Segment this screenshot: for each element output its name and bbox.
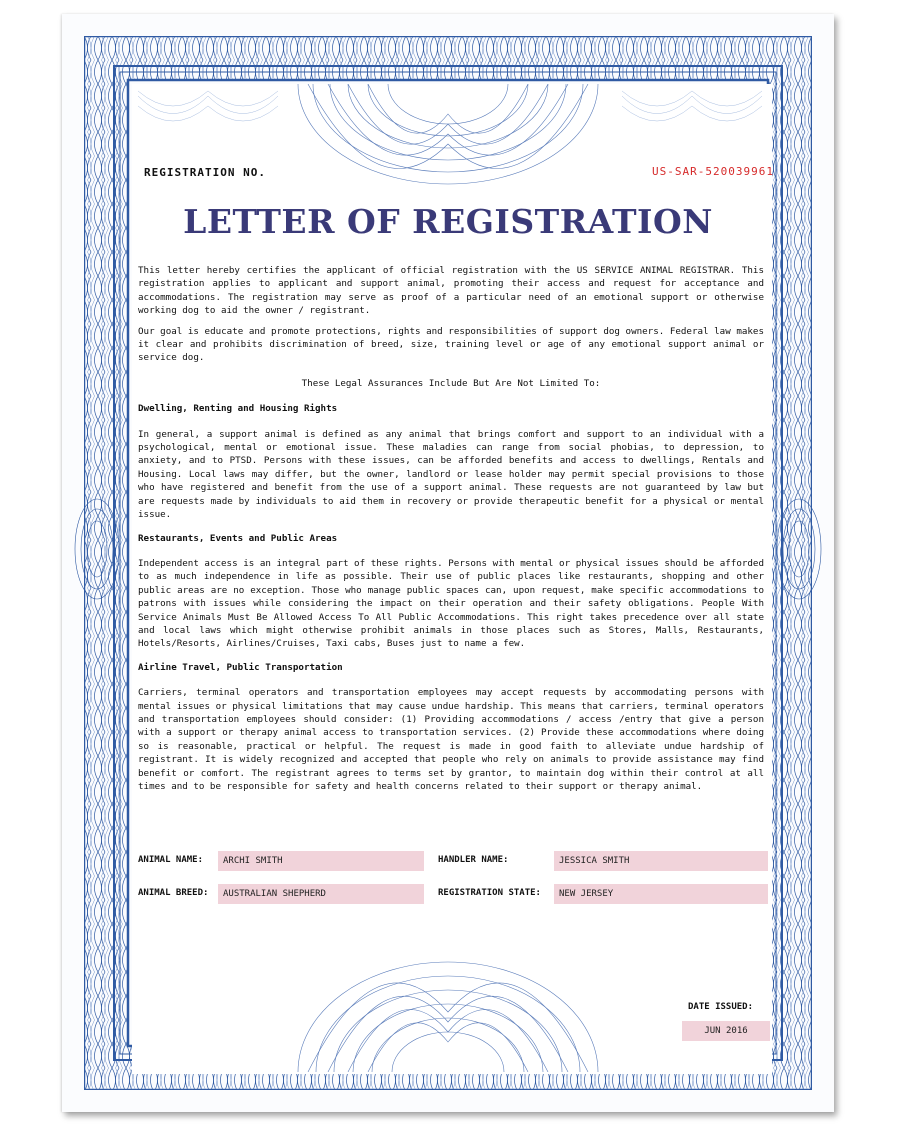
section-heading-public-areas: Restaurants, Events and Public Areas: [138, 532, 338, 544]
animal-name-field: ARCHI SMITH: [218, 851, 424, 871]
date-issued-field: JUN 2016: [682, 1021, 770, 1041]
field-row-names: [138, 851, 768, 873]
handler-name-label: HANDLER NAME:: [438, 855, 509, 865]
field-row-breed-state: [138, 884, 768, 906]
section-text-public-areas: Independent access is an integral part of these rights. Persons with mental or physical issues should be afforded to as much independence in life as possible. Their use of public places like restaurants, shopping and other public areas are no exception. Those who manage public spaces can, upon request, make specific accommodations to patrons with issues while considering the impact on their operation and their safety obligations. People With Service Animals Must Be Allowed Access To All Public Accommodations. This right takes precedence over all state and local laws which might otherwise prohibit animals in those places such as Stores, Malls, Restaurants, Hotels/Resorts, Airlines/Cruises, Taxi cabs, Buses just to name a few.: [138, 557, 764, 650]
document-title: LETTER OF REGISTRATION: [183, 202, 713, 241]
intro-paragraph-2: Our goal is educate and promote protections, rights and responsibilities of support dog owners. Federal law makes it clear and prohibits discrimination of breed, size, training level or age of any emotional support animal or service dog.: [138, 325, 764, 364]
animal-breed-label: ANIMAL BREED:: [138, 888, 209, 898]
section-heading-travel: Airline Travel, Public Transportation: [138, 661, 343, 673]
section-heading-housing: Dwelling, Renting and Housing Rights: [138, 403, 338, 415]
section-text-housing: In general, a support animal is defined as any animal that brings comfort and support to an individual with a psychological, mental or emotional issue. These maladies can range from social phobias, to depression, to anxiety, and to PTSD. Persons with these issues, can be afforded benefits and access to dwellings, Rentals and Housing. Local laws may differ, but the owner, landlord or lease holder may permit special provisions to those who have registered and benefit from the use of a support animal. These requests are not guaranteed by law but are requests made by individuals to aid them in recovery or provide therapeutic benefit for a physical or mental issue.: [138, 428, 764, 521]
registration-number: US-SAR-520039961: [652, 165, 774, 178]
registration-no-label: REGISTRATION NO.: [144, 166, 266, 179]
certificate-body: [138, 264, 764, 800]
section-text-travel: Carriers, terminal operators and transportation employees may accept requests by accommodating persons with mental issues or physical limitations that may cause undue hardship. This means that carriers, terminal operators and transportation employees should consider: (1) Providing accommodations / access /entry that give a person with a support or therapy animal access to transportation services. (2) Provide these accommodations where doing so is reasonable, practical or helpful. The request is made in good faith to alleviate undue hardship of registrant. It is widely recognized and accepted that people who rely on animals to provide assistance may find benefit or comfort. The registrant agrees to terms set by grantor, to maintain dog within their control at all times and to be responsible for safety and health concerns related to their support or therapy animal.: [138, 687, 764, 792]
certificate-paper: [62, 14, 834, 1112]
handler-name-field: JESSICA SMITH: [554, 851, 768, 871]
animal-name-label: ANIMAL NAME:: [138, 855, 204, 865]
animal-breed-field: AUSTRALIAN SHEPHERD: [218, 884, 424, 904]
registration-state-field: NEW JERSEY: [554, 884, 768, 904]
date-issued-label: DATE ISSUED:: [688, 1002, 754, 1012]
intro-paragraph-1: This letter hereby certifies the applicant of official registration with the US SERVICE ANIMAL REGISTRAR. This registration applies to applicant and support animal, promoting their access and request for acceptance and accommodations. The registration may serve as proof of a particular need of an emotional support or otherwise working dog to aid the owner / registrant.: [138, 265, 764, 317]
assurances-heading: These Legal Assurances Include But Are Not Limited To:: [301, 377, 601, 389]
registration-state-label: REGISTRATION STATE:: [438, 888, 541, 898]
